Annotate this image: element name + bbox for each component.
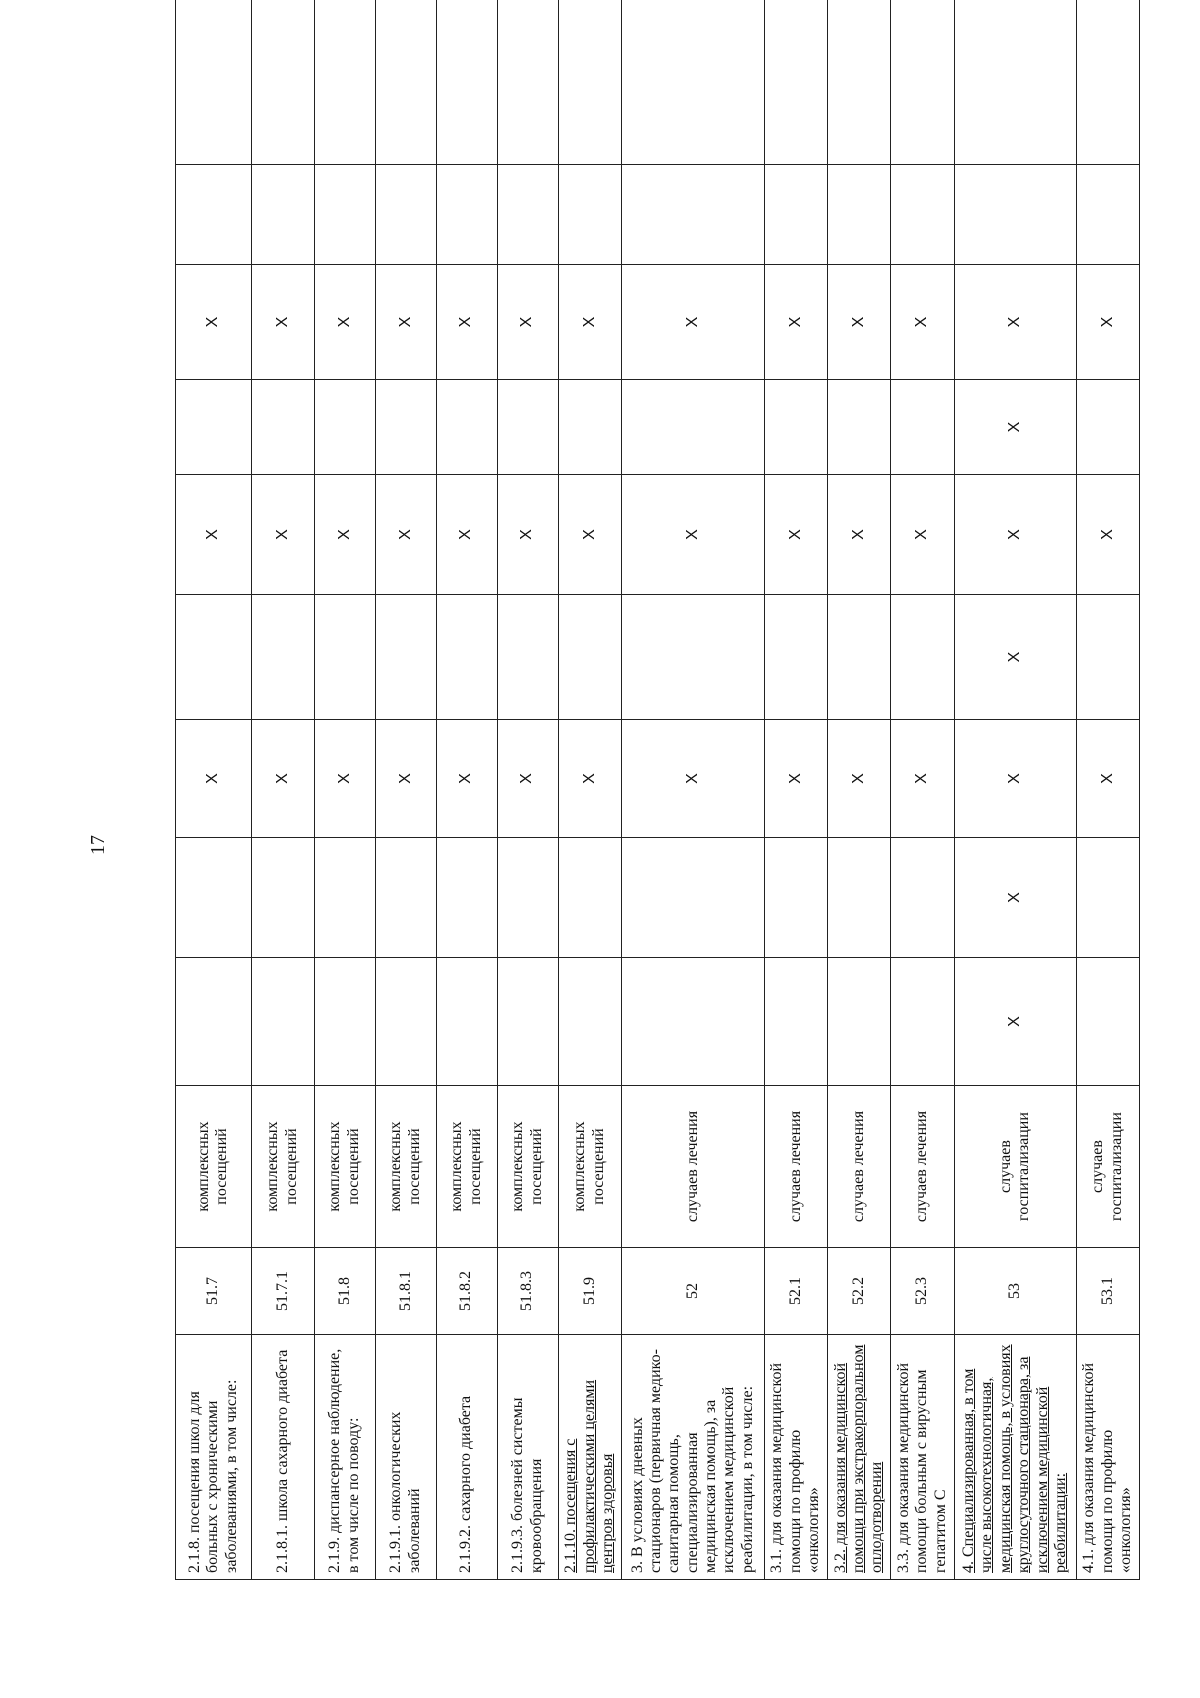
table-row bbox=[954, 0, 1076, 1580]
row-code-cell: 52 bbox=[621, 1248, 764, 1335]
row-name-cell: 4. Специализированная, в том числе высокотехнологичная, медицинская помощь, в условиях круглосуточного стационара, за исключением медицинской реабилитации: bbox=[954, 1335, 1076, 1580]
mark-cell bbox=[1076, 380, 1139, 475]
row-unit-cell: случаев лечения bbox=[621, 1086, 764, 1248]
rotated-table-container bbox=[175, 90, 1140, 1580]
mark-cell bbox=[176, 595, 252, 720]
row-code-cell: 51.8.1 bbox=[375, 1248, 436, 1335]
mark-cell: X bbox=[497, 720, 558, 838]
mark-cell: X bbox=[621, 720, 764, 838]
mark-cell bbox=[828, 595, 891, 720]
mark-cell bbox=[497, 958, 558, 1086]
mark-cell: X bbox=[1076, 475, 1139, 595]
row-code-cell: 53.1 bbox=[1076, 1248, 1139, 1335]
mark-cell bbox=[891, 838, 954, 958]
table-row bbox=[1076, 0, 1139, 1580]
mark-cell bbox=[558, 165, 621, 265]
table-row bbox=[375, 0, 436, 1580]
mark-cell bbox=[621, 958, 764, 1086]
mark-cell: X bbox=[954, 265, 1076, 380]
mark-cell: X bbox=[251, 720, 314, 838]
mark-cell bbox=[497, 838, 558, 958]
mark-cell bbox=[497, 380, 558, 475]
mark-cell bbox=[436, 380, 497, 475]
row-unit-cell: комплексных посещений bbox=[558, 1086, 621, 1248]
row-name-cell: 2.1.9.3. болезней системы кровообращения bbox=[497, 1335, 558, 1580]
mark-cell bbox=[828, 958, 891, 1086]
row-name-cell: 2.1.10. посещения с профилактическими целями центров здоровья bbox=[558, 1335, 621, 1580]
row-name-cell: 2.1.9.1. онкологических заболеваний bbox=[375, 1335, 436, 1580]
mark-cell bbox=[176, 380, 252, 475]
row-unit-cell: комплексных посещений bbox=[375, 1086, 436, 1248]
mark-cell: X bbox=[764, 265, 827, 380]
table-row bbox=[497, 0, 558, 1580]
row-name-cell: 4.1. для оказания медицинской помощи по профилю «онкология» bbox=[1076, 1335, 1139, 1580]
mark-cell bbox=[891, 380, 954, 475]
row-name-cell: 2.1.9. диспансерное наблюдение, в том числе по поводу: bbox=[314, 1335, 375, 1580]
row-code-cell: 52.3 bbox=[891, 1248, 954, 1335]
mark-cell: X bbox=[891, 475, 954, 595]
table-row bbox=[251, 0, 314, 1580]
mark-cell bbox=[891, 165, 954, 265]
mark-cell bbox=[375, 958, 436, 1086]
mark-cell: X bbox=[828, 475, 891, 595]
mark-cell bbox=[497, 0, 558, 165]
mark-cell bbox=[497, 165, 558, 265]
mark-cell: X bbox=[954, 720, 1076, 838]
mark-cell bbox=[764, 838, 827, 958]
mark-cell bbox=[1076, 958, 1139, 1086]
row-name-cell: 3.2. для оказания медицинской помощи при экстракорпоральном оплодотворении bbox=[828, 1335, 891, 1580]
row-code-cell: 51.7 bbox=[176, 1248, 252, 1335]
mark-cell bbox=[314, 165, 375, 265]
mark-cell bbox=[251, 0, 314, 165]
mark-cell bbox=[828, 380, 891, 475]
row-code-cell: 51.8.3 bbox=[497, 1248, 558, 1335]
mark-cell bbox=[764, 958, 827, 1086]
mark-cell bbox=[375, 380, 436, 475]
table-row bbox=[621, 0, 764, 1580]
data-table bbox=[175, 0, 1140, 1580]
mark-cell: X bbox=[1076, 265, 1139, 380]
row-code-cell: 51.7.1 bbox=[251, 1248, 314, 1335]
row-code-cell: 52.2 bbox=[828, 1248, 891, 1335]
mark-cell: X bbox=[1076, 720, 1139, 838]
row-unit-cell: комплексных посещений bbox=[497, 1086, 558, 1248]
mark-cell bbox=[621, 838, 764, 958]
mark-cell bbox=[375, 0, 436, 165]
mark-cell bbox=[251, 380, 314, 475]
table-row bbox=[436, 0, 497, 1580]
mark-cell: X bbox=[621, 265, 764, 380]
row-name-cell: 2.1.8.1. школа сахарного диабета bbox=[251, 1335, 314, 1580]
mark-cell bbox=[497, 595, 558, 720]
mark-cell bbox=[558, 595, 621, 720]
mark-cell bbox=[621, 0, 764, 165]
mark-cell: X bbox=[558, 720, 621, 838]
row-unit-cell: комплексных посещений bbox=[176, 1086, 252, 1248]
mark-cell bbox=[764, 595, 827, 720]
mark-cell bbox=[314, 838, 375, 958]
mark-cell bbox=[621, 380, 764, 475]
table-row bbox=[314, 0, 375, 1580]
mark-cell: X bbox=[954, 838, 1076, 958]
mark-cell bbox=[176, 958, 252, 1086]
row-unit-cell: случаев госпитализации bbox=[1076, 1086, 1139, 1248]
table-row bbox=[558, 0, 621, 1580]
mark-cell: X bbox=[891, 265, 954, 380]
row-name-cell: 3.3. для оказания медицинской помощи больным с вирусным гепатитом С bbox=[891, 1335, 954, 1580]
mark-cell bbox=[314, 595, 375, 720]
mark-cell bbox=[375, 595, 436, 720]
mark-cell: X bbox=[764, 720, 827, 838]
mark-cell: X bbox=[954, 595, 1076, 720]
row-name-cell: 3.1. для оказания медицинской помощи по профилю «онкология» bbox=[764, 1335, 827, 1580]
mark-cell: X bbox=[314, 475, 375, 595]
mark-cell: X bbox=[436, 475, 497, 595]
mark-cell bbox=[436, 595, 497, 720]
mark-cell bbox=[558, 838, 621, 958]
mark-cell bbox=[176, 0, 252, 165]
mark-cell bbox=[558, 380, 621, 475]
mark-cell: X bbox=[375, 475, 436, 595]
mark-cell bbox=[828, 838, 891, 958]
row-unit-cell: случаев госпитализации bbox=[954, 1086, 1076, 1248]
mark-cell: X bbox=[176, 720, 252, 838]
row-unit-cell: случаев лечения bbox=[828, 1086, 891, 1248]
table-row bbox=[764, 0, 827, 1580]
mark-cell: X bbox=[558, 265, 621, 380]
mark-cell: X bbox=[375, 265, 436, 380]
mark-cell bbox=[314, 380, 375, 475]
mark-cell: X bbox=[314, 720, 375, 838]
row-unit-cell: случаев лечения bbox=[891, 1086, 954, 1248]
mark-cell bbox=[764, 0, 827, 165]
row-code-cell: 52.1 bbox=[764, 1248, 827, 1335]
mark-cell bbox=[954, 0, 1076, 165]
mark-cell bbox=[375, 165, 436, 265]
table-row bbox=[176, 0, 252, 1580]
table-body bbox=[176, 0, 1140, 1580]
mark-cell bbox=[314, 0, 375, 165]
mark-cell bbox=[828, 165, 891, 265]
row-code-cell: 51.9 bbox=[558, 1248, 621, 1335]
mark-cell: X bbox=[828, 265, 891, 380]
mark-cell bbox=[621, 165, 764, 265]
mark-cell: X bbox=[251, 265, 314, 380]
row-unit-cell: комплексных посещений bbox=[314, 1086, 375, 1248]
row-code-cell: 51.8.2 bbox=[436, 1248, 497, 1335]
mark-cell bbox=[436, 958, 497, 1086]
mark-cell bbox=[251, 165, 314, 265]
mark-cell: X bbox=[314, 265, 375, 380]
mark-cell: X bbox=[954, 380, 1076, 475]
row-unit-cell: комплексных посещений bbox=[436, 1086, 497, 1248]
mark-cell bbox=[954, 165, 1076, 265]
mark-cell: X bbox=[497, 265, 558, 380]
row-name-cell: 2.1.8. посещения школ для больных с хроническими заболеваниями, в том числе: bbox=[176, 1335, 252, 1580]
table-row bbox=[891, 0, 954, 1580]
mark-cell: X bbox=[621, 475, 764, 595]
row-unit-cell: случаев лечения bbox=[764, 1086, 827, 1248]
mark-cell: X bbox=[176, 475, 252, 595]
mark-cell bbox=[176, 165, 252, 265]
mark-cell bbox=[436, 0, 497, 165]
mark-cell bbox=[436, 838, 497, 958]
mark-cell bbox=[764, 165, 827, 265]
mark-cell bbox=[891, 958, 954, 1086]
mark-cell bbox=[558, 0, 621, 165]
mark-cell bbox=[251, 595, 314, 720]
mark-cell: X bbox=[497, 475, 558, 595]
mark-cell: X bbox=[436, 265, 497, 380]
mark-cell bbox=[375, 838, 436, 958]
row-name-cell: 3. В условиях дневных стационаров (первичная медико-санитарная помощь, специализированная медицинская помощь), за исключением медицинской реабилитации, в том числе: bbox=[621, 1335, 764, 1580]
mark-cell: X bbox=[828, 720, 891, 838]
mark-cell bbox=[314, 958, 375, 1086]
mark-cell: X bbox=[954, 475, 1076, 595]
mark-cell bbox=[891, 0, 954, 165]
mark-cell: X bbox=[436, 720, 497, 838]
mark-cell: X bbox=[375, 720, 436, 838]
mark-cell bbox=[558, 958, 621, 1086]
row-unit-cell: комплексных посещений bbox=[251, 1086, 314, 1248]
mark-cell: X bbox=[764, 475, 827, 595]
mark-cell bbox=[764, 380, 827, 475]
row-name-cell: 2.1.9.2. сахарного диабета bbox=[436, 1335, 497, 1580]
mark-cell: X bbox=[954, 958, 1076, 1086]
mark-cell bbox=[251, 958, 314, 1086]
row-code-cell: 51.8 bbox=[314, 1248, 375, 1335]
mark-cell: X bbox=[891, 720, 954, 838]
mark-cell bbox=[891, 595, 954, 720]
page-number: 17 bbox=[87, 835, 109, 855]
mark-cell: X bbox=[176, 265, 252, 380]
mark-cell bbox=[621, 595, 764, 720]
mark-cell bbox=[251, 838, 314, 958]
mark-cell bbox=[176, 838, 252, 958]
mark-cell bbox=[1076, 838, 1139, 958]
mark-cell bbox=[1076, 165, 1139, 265]
mark-cell: X bbox=[251, 475, 314, 595]
mark-cell bbox=[1076, 0, 1139, 165]
row-code-cell: 53 bbox=[954, 1248, 1076, 1335]
mark-cell bbox=[436, 165, 497, 265]
mark-cell bbox=[1076, 595, 1139, 720]
mark-cell bbox=[828, 0, 891, 165]
table-row bbox=[828, 0, 891, 1580]
mark-cell: X bbox=[558, 475, 621, 595]
